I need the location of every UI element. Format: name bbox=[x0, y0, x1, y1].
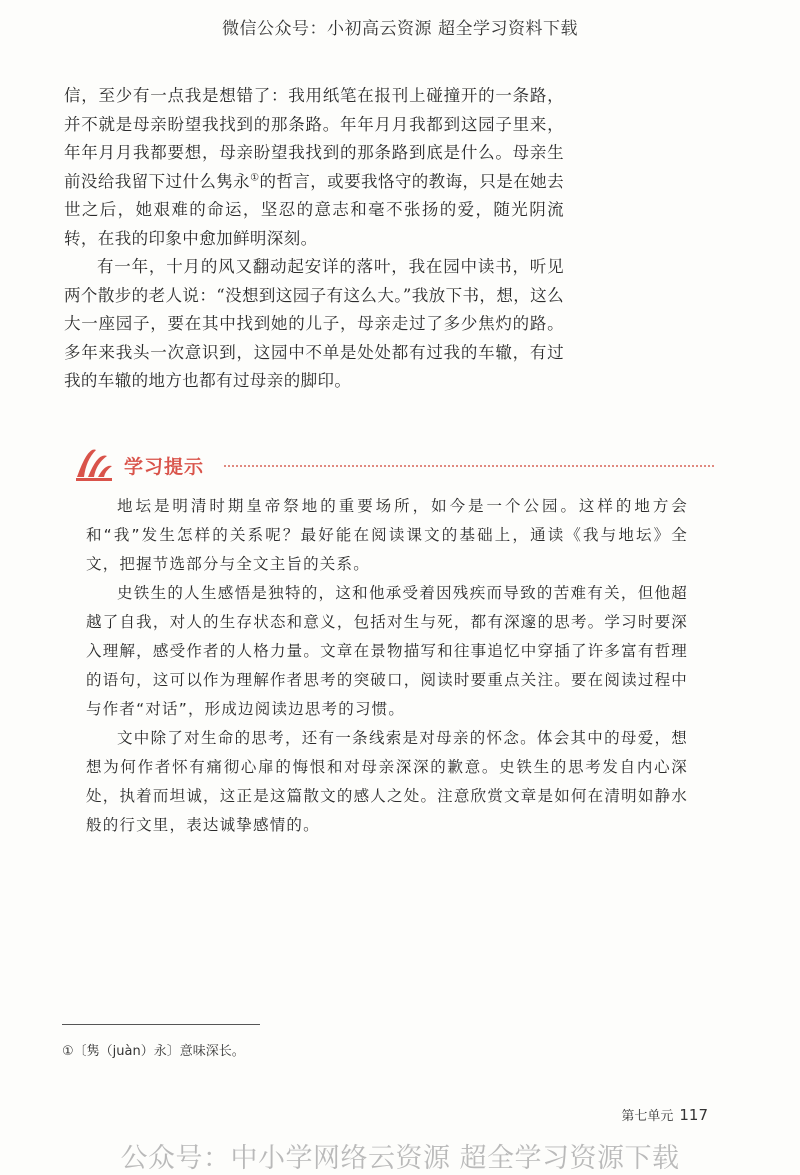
footnote: ①〔隽（juàn）永〕意味深长。 bbox=[62, 1044, 245, 1059]
footnote-ref[interactable]: ① bbox=[250, 172, 260, 183]
page-footer bbox=[621, 1105, 708, 1124]
paragraph-1-part-1: 信，至少有一点我是想错了：我用纸笔在报刊上碰撞开的一条路，并不就是母亲盼望我找到的那条路。年年月月我都到这园子里来，年年月月我都要想，母亲盼望我找到的那条路到底是什么。母亲生前没给我留下过什么隽永 bbox=[64, 86, 564, 191]
tips-paragraph: 地坛是明清时期皇帝祭地的重要场所，如今是一个公园。这样的地方会和“我”发生怎样的关系呢？最好能在阅读课文的基础上，通读《我与地坛》全文，把握节选部分与全文主旨的关系。 bbox=[86, 497, 688, 573]
study-tips-header bbox=[74, 444, 714, 488]
paragraph-1-part-2: 的哲言，或要我恪守的教诲，只是在她去世之后，她艰难的命运，坚忍的意志和毫不张扬的爱，随光阴流转，在我的印象中愈加鲜明深刻。 bbox=[64, 171, 565, 248]
top-watermark: 微信公众号：小初高云资源 超全学习资料下载 bbox=[222, 19, 578, 39]
footnote-divider bbox=[62, 1024, 260, 1025]
page-number: 117 bbox=[679, 1106, 708, 1124]
study-tips-title: 学习提示 bbox=[124, 456, 205, 478]
tips-paragraph: 史铁生的人生感悟是独特的，这和他承受着因残疾而导致的苦难有关，但他超越了自我，对人的生存状态和意义，包括对生与死，都有深邃的思考。学习时要深入理解，感受作者的人格力量。文章在景物描写和往事追忆中穿插了许多富有哲理的语句，这可以作为理解作者思考的突破口，阅读时要重点关注。要在阅读过程中与作者“对话”，形成边阅读边思考的习惯。 bbox=[86, 584, 688, 718]
body-text bbox=[64, 82, 564, 396]
paragraph-1 bbox=[64, 82, 564, 253]
study-tips-icon bbox=[74, 444, 114, 484]
paragraph-2: 有一年，十月的风又翻动起安详的落叶，我在园中读书，听见两个散步的老人说：“没想到这园子有这么大。”我放下书，想，这么大一座园子，要在其中找到她的儿子，母亲走过了多少焦灼的路。多年来我头一次意识到，这园中不单是处处都有过我的车辙，有过我的车辙的地方也都有过母亲的脚印。 bbox=[64, 257, 564, 390]
bottom-watermark: 公众号：中小学网络云资源 超全学习资源下载 bbox=[120, 1143, 680, 1174]
tips-paragraph: 文中除了对生命的思考，还有一条线索是对母亲的怀念。体会其中的母爱，想想为何作者怀有痛彻心扉的悔恨和对母亲深深的歉意。史铁生的思考发自内心深处，执着而坦诚，这正是这篇散文的感人之处。注意欣赏文章是如何在清明如静水般的行文里，表达诚挚感情的。 bbox=[86, 729, 688, 834]
study-tips-text bbox=[86, 492, 688, 840]
dotted-divider bbox=[224, 465, 714, 467]
unit-label: 第七单元 bbox=[621, 1109, 674, 1124]
